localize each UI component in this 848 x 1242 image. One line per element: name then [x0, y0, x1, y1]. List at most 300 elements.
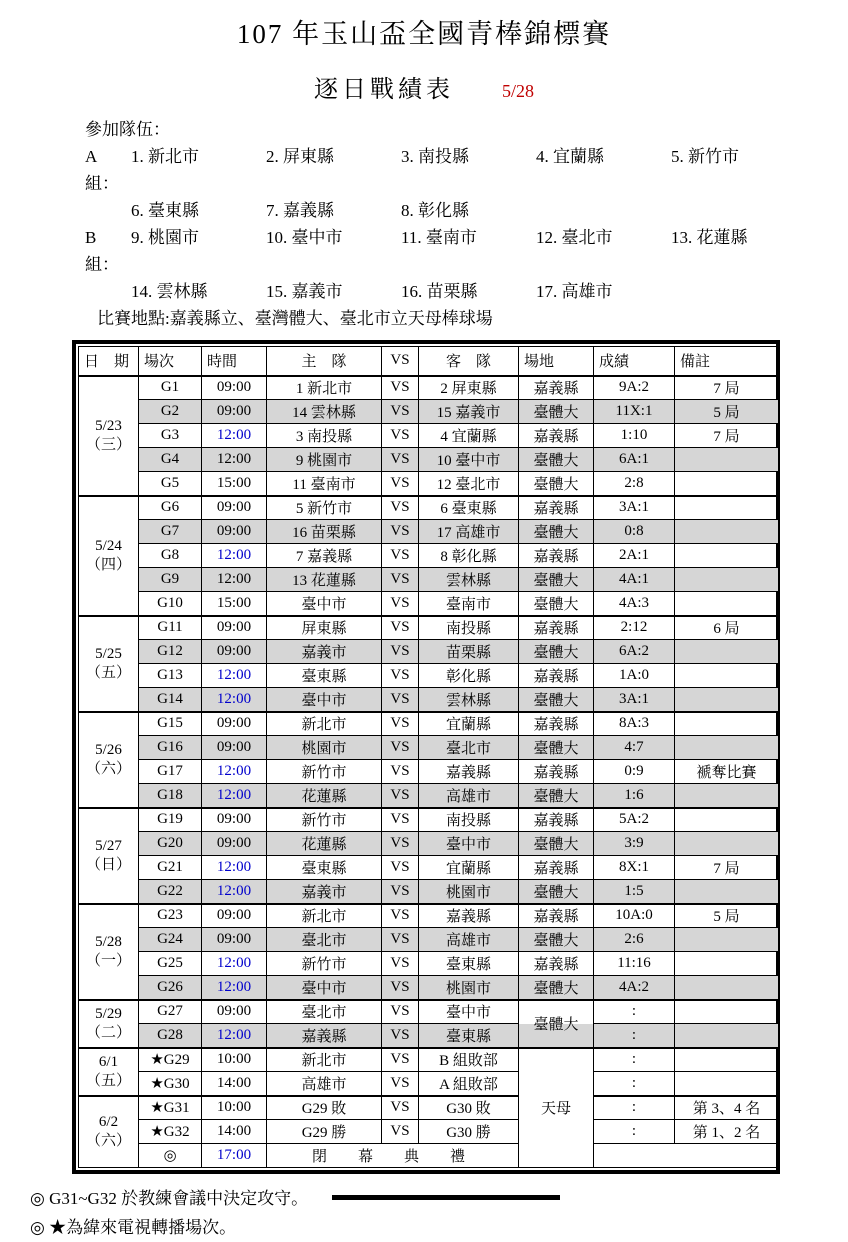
cell-vs: VS	[382, 808, 419, 832]
subtitle-row	[0, 69, 848, 104]
cell-away-team: 8 彰化縣	[419, 544, 519, 568]
weekday-label: （三）	[85, 436, 131, 453]
cell-game: G22	[139, 880, 202, 904]
cell-note	[675, 1024, 779, 1048]
schedule-row	[79, 712, 779, 736]
cell-vs: VS	[382, 1120, 419, 1144]
cell-note	[675, 976, 779, 1000]
cell-away-team: 10 臺中市	[419, 448, 519, 472]
cell-note	[675, 472, 779, 496]
cell-venue: 臺體大	[519, 568, 594, 592]
cell-score: :	[594, 1096, 675, 1120]
cell-score: 2:6	[594, 928, 675, 952]
cell-date	[79, 1000, 139, 1048]
schedule-row	[79, 1024, 779, 1048]
cell-time: 12:00	[202, 784, 267, 808]
footnote: ◎ G31~G32 於教練會議中決定攻守。	[30, 1189, 309, 1208]
cell-game: ◎	[139, 1144, 202, 1168]
cell-date	[79, 496, 139, 616]
team-entry: 14. 雲林縣	[131, 282, 208, 301]
cell-home-team: 新北市	[267, 904, 382, 928]
cell-note	[675, 1000, 779, 1024]
cell-away-team: 臺東縣	[419, 952, 519, 976]
cell-note	[675, 664, 779, 688]
cell-home-team: 花蓮縣	[267, 784, 382, 808]
cell-vs: VS	[382, 784, 419, 808]
cell-venue: 臺體大	[519, 736, 594, 760]
cell-score: 1:5	[594, 880, 675, 904]
schedule-row	[79, 760, 779, 784]
cell-note	[675, 712, 779, 736]
date-label: 6/1	[98, 1053, 119, 1070]
weekday-label: （五）	[85, 1072, 131, 1089]
cell-home-team: 嘉義市	[267, 640, 382, 664]
cell-home-team: 臺北市	[267, 1000, 382, 1024]
schedule-row	[79, 664, 779, 688]
teams-caption: 參加隊伍：	[85, 120, 170, 139]
cell-time: 15:00	[202, 592, 267, 616]
cell-venue: 嘉義縣	[519, 856, 594, 880]
date-label: 6/2	[98, 1113, 119, 1130]
cell-time: 09:00	[202, 712, 267, 736]
column-header: 時間	[202, 347, 267, 376]
cell-home-team: 5 新竹市	[267, 496, 382, 520]
team-entry: 5. 新竹市	[671, 147, 739, 166]
date-label: 5/24	[95, 537, 122, 554]
column-header: 日 期	[79, 347, 139, 376]
schedule-row	[79, 928, 779, 952]
cell-vs: VS	[382, 472, 419, 496]
cell-score: 4:7	[594, 736, 675, 760]
cell-vs: VS	[382, 616, 419, 640]
schedule-row	[79, 904, 779, 928]
report-date: 5/28	[501, 81, 534, 101]
cell-vs: VS	[382, 448, 419, 472]
cell-time: 12:00	[202, 688, 267, 712]
cell-home-team: 新北市	[267, 712, 382, 736]
cell-score: :	[594, 1048, 675, 1072]
team-entry: 9. 桃園市	[131, 228, 199, 247]
cell-game: G27	[139, 1000, 202, 1024]
schedule-row	[79, 1048, 779, 1072]
cell-score: :	[594, 1072, 675, 1096]
cell-home-team: 14 雲林縣	[267, 400, 382, 424]
page-title: 107 年玉山盃全國青棒錦標賽	[236, 19, 612, 49]
cell-time: 12:00	[202, 976, 267, 1000]
team-entry: 16. 苗栗縣	[401, 282, 478, 301]
cell-venue: 臺體大	[519, 832, 594, 856]
cell-home-team: 16 苗栗縣	[267, 520, 382, 544]
cell-score: 1:6	[594, 784, 675, 808]
schedule-row	[79, 424, 779, 448]
cell-game: G8	[139, 544, 202, 568]
cell-venue: 臺體大	[519, 448, 594, 472]
cell-home-team: 臺東縣	[267, 856, 382, 880]
cell-away-team: 17 高雄市	[419, 520, 519, 544]
column-header: 場地	[519, 347, 594, 376]
cell-game: G26	[139, 976, 202, 1000]
cell-vs: VS	[382, 952, 419, 976]
cell-time: 12:00	[202, 664, 267, 688]
cell-game: G20	[139, 832, 202, 856]
cell-away-team: 臺南市	[419, 592, 519, 616]
cell-score: 3A:1	[594, 688, 675, 712]
cell-vs: VS	[382, 976, 419, 1000]
cell-date	[79, 712, 139, 808]
cell-note: 第 3、4 名	[675, 1096, 779, 1120]
cell-score: 3:9	[594, 832, 675, 856]
group-a-row-2	[85, 197, 848, 224]
cell-note	[675, 784, 779, 808]
cell-away-team: G30 敗	[419, 1096, 519, 1120]
cell-time: 09:00	[202, 640, 267, 664]
footnotes	[30, 1184, 848, 1242]
cell-score: 3A:1	[594, 496, 675, 520]
cell-date	[79, 1096, 139, 1168]
schedule-row	[79, 448, 779, 472]
cell-away-team: 臺北市	[419, 736, 519, 760]
cell-venue: 嘉義縣	[519, 664, 594, 688]
cell-home-team: 嘉義縣	[267, 1024, 382, 1048]
cell-score: 6A:2	[594, 640, 675, 664]
cell-note	[675, 592, 779, 616]
cell-score: 2:12	[594, 616, 675, 640]
cell-score: 10A:0	[594, 904, 675, 928]
cell-venue: 臺體大	[519, 784, 594, 808]
cell-date	[79, 376, 139, 496]
schedule-row	[79, 472, 779, 496]
team-entry: 4. 宜蘭縣	[536, 147, 604, 166]
schedule-row	[79, 1096, 779, 1120]
participating-teams-section	[85, 116, 848, 332]
cell-venue: 臺體大	[519, 400, 594, 424]
cell-time: 14:00	[202, 1072, 267, 1096]
cell-score: 9A:2	[594, 376, 675, 400]
cell-away-team: 高雄市	[419, 928, 519, 952]
cell-note	[675, 952, 779, 976]
cell-game: G18	[139, 784, 202, 808]
cell-venue: 臺體大	[519, 976, 594, 1000]
cell-vs: VS	[382, 712, 419, 736]
team-entry: 1. 新北市	[131, 147, 199, 166]
cell-venue: 嘉義縣	[519, 616, 594, 640]
schedule-row	[79, 880, 779, 904]
cell-note	[675, 640, 779, 664]
cell-score: 4A:1	[594, 568, 675, 592]
cell-away-team: 6 臺東縣	[419, 496, 519, 520]
cell-time: 14:00	[202, 1120, 267, 1144]
cell-home-team: 新竹市	[267, 808, 382, 832]
schedule-row	[79, 544, 779, 568]
date-label: 5/28	[95, 933, 122, 950]
cell-score: 1:10	[594, 424, 675, 448]
cell-game: G15	[139, 712, 202, 736]
column-header: 成績	[594, 347, 675, 376]
cell-date	[79, 904, 139, 1000]
cell-time: 09:00	[202, 520, 267, 544]
cell-home-team: 臺北市	[267, 928, 382, 952]
cell-home-team: 7 嘉義縣	[267, 544, 382, 568]
cell-venue: 嘉義縣	[519, 904, 594, 928]
cell-vs: VS	[382, 904, 419, 928]
cell-vs: VS	[382, 736, 419, 760]
cell-note	[675, 736, 779, 760]
cell-away-team: 高雄市	[419, 784, 519, 808]
cell-score: 1A:0	[594, 664, 675, 688]
cell-vs: VS	[382, 688, 419, 712]
weekday-label: （日）	[85, 856, 131, 873]
cell-away-team: 臺中市	[419, 832, 519, 856]
team-entry: 11. 臺南市	[401, 228, 477, 247]
cell-score: 2A:1	[594, 544, 675, 568]
schedule-table-frame	[72, 340, 780, 1174]
team-entry: 3. 南投縣	[401, 147, 469, 166]
cell-note: 7 局	[675, 856, 779, 880]
cell-score: 4A:2	[594, 976, 675, 1000]
cell-time: 09:00	[202, 904, 267, 928]
schedule-row	[79, 784, 779, 808]
cell-away-team: 南投縣	[419, 808, 519, 832]
cell-away-team: 15 嘉義市	[419, 400, 519, 424]
date-label: 5/26	[95, 741, 122, 758]
cell-score: 0:8	[594, 520, 675, 544]
cell-date	[79, 808, 139, 904]
cell-home-team: 新竹市	[267, 760, 382, 784]
group-label	[85, 197, 131, 224]
cell-away-team: 宜蘭縣	[419, 856, 519, 880]
schedule-row	[79, 616, 779, 640]
cell-away-team: 雲林縣	[419, 568, 519, 592]
cell-away-team: 臺中市	[419, 1000, 519, 1024]
cell-away-team: 桃園市	[419, 880, 519, 904]
schedule-row	[79, 640, 779, 664]
cell-date	[79, 1048, 139, 1096]
cell-time: 09:00	[202, 736, 267, 760]
group-a-row-1	[85, 143, 848, 197]
weekday-label: （四）	[85, 556, 131, 573]
cell-score: :	[594, 1024, 675, 1048]
cell-score: 0:9	[594, 760, 675, 784]
cell-away-team: 2 屏東縣	[419, 376, 519, 400]
cell-game: G7	[139, 520, 202, 544]
cell-game: G14	[139, 688, 202, 712]
column-header: 客 隊	[419, 347, 519, 376]
cell-game: ★G31	[139, 1096, 202, 1120]
group-label: B 組：	[85, 228, 119, 274]
group-label: A 組：	[85, 147, 119, 193]
column-header: VS	[382, 347, 419, 376]
cell-venue: 嘉義縣	[519, 760, 594, 784]
weekday-label: （一）	[85, 952, 131, 969]
cell-note	[675, 568, 779, 592]
cell-venue: 臺體大	[519, 472, 594, 496]
cell-game: G21	[139, 856, 202, 880]
cell-game: G6	[139, 496, 202, 520]
group-b-row-1	[85, 224, 848, 278]
team-entry: 10. 臺中市	[266, 228, 343, 247]
cell-note: 5 局	[675, 400, 779, 424]
column-header: 備註	[675, 347, 779, 376]
column-header: 場次	[139, 347, 202, 376]
cell-game: G5	[139, 472, 202, 496]
cell-game: G2	[139, 400, 202, 424]
cell-home-team: 1 新北市	[267, 376, 382, 400]
cell-note: 7 局	[675, 376, 779, 400]
cell-away-team: 12 臺北市	[419, 472, 519, 496]
cell-note: 褫奪比賽	[675, 760, 779, 784]
cell-game: G13	[139, 664, 202, 688]
cell-game: G19	[139, 808, 202, 832]
cell-venue: 天母	[519, 1048, 594, 1168]
schedule-row	[79, 1072, 779, 1096]
cell-vs: VS	[382, 496, 419, 520]
cell-away-team: 嘉義縣	[419, 760, 519, 784]
cell-venue: 嘉義縣	[519, 376, 594, 400]
schedule-row	[79, 832, 779, 856]
cell-score-note-merged	[594, 1144, 779, 1168]
weekday-label: （二）	[85, 1024, 131, 1041]
cell-home-team: 臺中市	[267, 688, 382, 712]
cell-away-team: 彰化縣	[419, 664, 519, 688]
footnote: ◎ ★為緯來電視轉播場次。	[30, 1218, 237, 1237]
schedule-row	[79, 688, 779, 712]
cell-away-team: 臺東縣	[419, 1024, 519, 1048]
cell-time: 12:00	[202, 424, 267, 448]
weekday-label: （六）	[85, 760, 131, 777]
cell-note	[675, 832, 779, 856]
cell-time: 09:00	[202, 928, 267, 952]
cell-time: 09:00	[202, 496, 267, 520]
cell-home-team: 花蓮縣	[267, 832, 382, 856]
date-label: 5/29	[95, 1005, 122, 1022]
cell-venue: 臺體大	[519, 1000, 594, 1048]
cell-home-team: G29 敗	[267, 1096, 382, 1120]
cell-game: ★G32	[139, 1120, 202, 1144]
team-entry: 12. 臺北市	[536, 228, 613, 247]
cell-away-team: B 組敗部	[419, 1048, 519, 1072]
cell-vs: VS	[382, 544, 419, 568]
schedule-row	[79, 856, 779, 880]
cell-away-team: 苗栗縣	[419, 640, 519, 664]
cell-vs: VS	[382, 856, 419, 880]
column-header: 主 隊	[267, 347, 382, 376]
schedule-row	[79, 736, 779, 760]
cell-home-team: 13 花蓮縣	[267, 568, 382, 592]
cell-game: G24	[139, 928, 202, 952]
schedule-table-body	[79, 376, 779, 1168]
cell-score: :	[594, 1000, 675, 1024]
schedule-row	[79, 496, 779, 520]
cell-score: 4A:3	[594, 592, 675, 616]
schedule-row	[79, 1000, 779, 1024]
cell-note: 6 局	[675, 616, 779, 640]
cell-score: 8A:3	[594, 712, 675, 736]
cell-venue: 臺體大	[519, 688, 594, 712]
cell-note	[675, 1072, 779, 1096]
cell-game: ★G30	[139, 1072, 202, 1096]
cell-away-team: 桃園市	[419, 976, 519, 1000]
schedule-row	[79, 400, 779, 424]
cell-time: 12:00	[202, 568, 267, 592]
cell-venue: 嘉義縣	[519, 952, 594, 976]
team-entry: 6. 臺東縣	[131, 201, 199, 220]
date-label: 5/27	[95, 837, 122, 854]
cell-vs: VS	[382, 1072, 419, 1096]
cell-vs: VS	[382, 520, 419, 544]
cell-time: 10:00	[202, 1096, 267, 1120]
cell-game: G25	[139, 952, 202, 976]
team-entry: 15. 嘉義市	[266, 282, 343, 301]
schedule-table-header	[79, 347, 779, 376]
cell-venue: 嘉義縣	[519, 808, 594, 832]
cell-game: ★G29	[139, 1048, 202, 1072]
cell-vs: VS	[382, 376, 419, 400]
cell-home-team: 屏東縣	[267, 616, 382, 640]
schedule-row	[79, 520, 779, 544]
cell-home-team: 新竹市	[267, 952, 382, 976]
cell-score: 11X:1	[594, 400, 675, 424]
cell-time: 09:00	[202, 616, 267, 640]
cell-time: 12:00	[202, 544, 267, 568]
cell-home-team: 新北市	[267, 1048, 382, 1072]
cell-away-team: 嘉義縣	[419, 904, 519, 928]
cell-time: 12:00	[202, 856, 267, 880]
ceremony-row	[79, 1144, 779, 1168]
schedule-row	[79, 808, 779, 832]
cell-vs: VS	[382, 664, 419, 688]
cell-game: G11	[139, 616, 202, 640]
cell-venue: 臺體大	[519, 640, 594, 664]
cell-home-team: 臺中市	[267, 592, 382, 616]
cell-vs: VS	[382, 928, 419, 952]
cell-away-team: 南投縣	[419, 616, 519, 640]
cell-date	[79, 616, 139, 712]
cell-venue: 臺體大	[519, 928, 594, 952]
cell-time: 09:00	[202, 808, 267, 832]
cell-time: 17:00	[202, 1144, 267, 1168]
cell-note: 第 1、2 名	[675, 1120, 779, 1144]
team-entry: 7. 嘉義縣	[266, 201, 334, 220]
cell-game: G9	[139, 568, 202, 592]
team-entry: 8. 彰化縣	[401, 201, 469, 220]
cell-venue: 嘉義縣	[519, 544, 594, 568]
cell-time: 09:00	[202, 400, 267, 424]
schedule-table	[78, 346, 779, 1168]
scan-artifact-bar	[332, 1195, 560, 1200]
cell-home-team: G29 勝	[267, 1120, 382, 1144]
cell-home-team: 臺中市	[267, 976, 382, 1000]
weekday-label: （五）	[85, 664, 131, 681]
weekday-label: （六）	[85, 1132, 131, 1149]
date-label: 5/23	[95, 417, 122, 434]
cell-vs: VS	[382, 760, 419, 784]
cell-score: 6A:1	[594, 448, 675, 472]
schedule-row	[79, 952, 779, 976]
cell-time: 12:00	[202, 448, 267, 472]
cell-game: G17	[139, 760, 202, 784]
schedule-row	[79, 592, 779, 616]
cell-note	[675, 496, 779, 520]
cell-note	[675, 448, 779, 472]
cell-home-team: 3 南投縣	[267, 424, 382, 448]
cell-venue: 嘉義縣	[519, 712, 594, 736]
schedule-row	[79, 1120, 779, 1144]
cell-home-team: 桃園市	[267, 736, 382, 760]
cell-time: 15:00	[202, 472, 267, 496]
header-row	[79, 347, 779, 376]
cell-venue: 臺體大	[519, 520, 594, 544]
cell-game: G12	[139, 640, 202, 664]
